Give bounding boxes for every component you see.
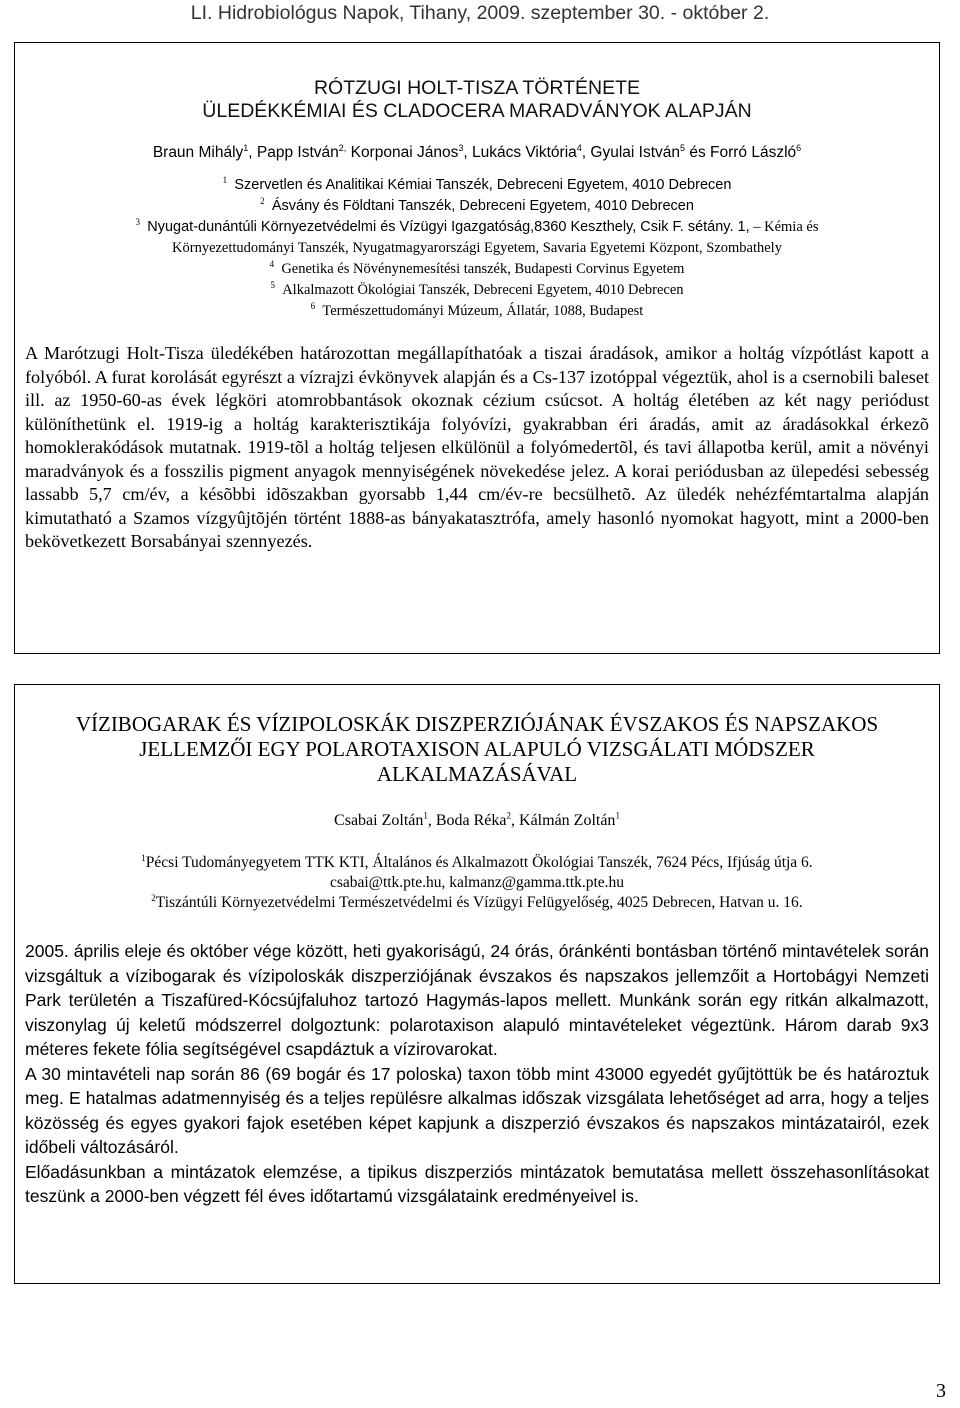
running-header: LI. Hidrobiológus Napok, Tihany, 2009. szeptember 30. - október 2. [190, 2, 770, 24]
abstract-box-1 [14, 42, 940, 654]
paper2-abstract [25, 939, 929, 1209]
paragraph: A 30 mintavételi nap során 86 (69 bogár és 17 poloska) taxon több mint 43000 egyedét gyűjtöttük be és határoztuk meg. E hatalmas adatmennyiség és a teljes repülésre alkalmas időszak vizsgálata lehetőséget ad arra, hogy a teljes közösség és egyes gyakori fajok esetében képet kapjunk a diszperzió évszakos és napszakos mintázatairól, ezek időbeli változásáról. [25, 1063, 929, 1157]
paper2-affiliations [15, 853, 939, 913]
paragraph: 2005. április eleje és október vége között, heti gyakoriságú, 24 órás, óránkénti bontásban történő mintavételek során vizsgáltuk a vízibogarak és vízipoloskák diszperziójának évszakos és napszakos jellemzőit a Hortobágyi Nemzeti Park területén a Tiszafüred-Kócsújfaluhoz tartozó Hagymás-lapos mellett. Munkánk során egy ritkán alkalmazott, viszonylag új keletű módszerrel dolgoztunk: polarotaxison alapuló mintavételeket végeztünk. Három darab 9x3 méteres fekete fólia segítségével csapdáztuk a vízirovarokat. [25, 941, 929, 1059]
paper1-abstract: A Marótzugi Holt-Tisza üledékében határozottan megállapíthatóak a tiszai áradások, amikor a holtág vízpótlást kapott a folyóból. A furat korolását egyrészt a vízrajzi évkönyvek alapján és a Cs-137 izotóppal végeztük, ahol is a csernobili baleset ill. az 1950-60-as évek légköri atomrobbantások okoznak cézium csúcsot. A holtág életében az két nagy periódust különíthetünk el. 1919-ig a holtág karakterisztikája folyóvízi, gyakrabban éri áradás, amit az áradásokkal érkezõ homoklerakódások mutatnak. 1919-tõl a holtág teljesen elkülönül a folyómedertõl, és tavi állapotba kerül, amit a növényi maradványok és a fosszilis pigment anyagok mennyiségének növekedése jelez. A korai periódusban az ülepedési sebesség lassabb 5,7 cm/év, a késõbbi idõszakban gyorsabb 1,44 cm/év-re becsülhetõ. Az üledék nehézfémtartalma alapján kimutatható a Szamos vízgyûjtõjén történt 1888-as bányakatasztrófa, amely hasonló nyomokat hagyott, mint a 2000-ben bekövetkezett Borsabányai szennyezés. [25, 343, 929, 551]
paper2-title-line3: ALKALMAZÁSÁVAL [376, 762, 578, 786]
affiliation-1: $^1$Pécsi Tudományegyetem TTK KTI, Általános és Alkalmazott Ökológiai Tanszék, 7624 Pécs, Ifjúság útja 6. [141, 852, 813, 871]
author-emails: csabai@ttk.pte.hu, kalmanz@gamma.ttk.pte.hu [329, 874, 625, 891]
affiliation-6: $^6$ Természettudományi Múzeum, Állatár, 1088, Budapest [310, 301, 644, 319]
paper2-title-line1: VÍZIBOGARAK ÉS VÍZIPOLOSKÁK DISZPERZIÓJÁNAK ÉVSZAKOS ÉS NAPSZAKOS [75, 712, 879, 736]
paragraph: Előadásunkban a mintázatok elemzése, a tipikus diszperziós mintázatok bemutatása mellett összehasonlításokat teszünk a 2000-ben végzett fél éves időtartamú vizsgálataink eredményeivel is. [25, 1161, 929, 1206]
affiliation-4: $^4$ Genetika és Növénynemesítési tanszék, Budapesti Corvinus Egyetem [269, 259, 685, 277]
paper2-authors: Csabai Zoltán$^1$, Boda Réka$^2$, Kálmán Zoltán$^1$ [334, 810, 620, 829]
affiliation-2: $^2$ Ásvány és Földtani Tanszék, Debreceni Egyetem, 4010 Debrecen [260, 196, 694, 214]
affiliation-3-continued: Környezettudományi Tanszék, Nyugatmagyarországi Egyetem, Savaria Egyetemi Központ, Szombathely [172, 240, 782, 256]
paper1-affiliations [15, 175, 939, 322]
abstract-box-2 [14, 684, 940, 1284]
paper2-title-line2: JELLEMZŐI EGY POLAROTAXISON ALAPULÓ VIZSGÁLATI MÓDSZER [139, 737, 815, 761]
affiliation-3: $^3$ Nyugat-dunántúli Környezetvédelmi és Vízügyi Igazgatóság,8360 Keszthely, Csik F. sétány. 1, – Kémia és [135, 217, 819, 235]
paper1-title-line1: RÓTZUGI HOLT-TISZA TÖRTÉNETE [313, 77, 641, 99]
paper1-authors: Braun Mihály$^1$, Papp István$^{2,}$ Korponai János$^3$, Lukács Viktória$^4$, Gyulai István$^5$ és Forró László$^6$ [152, 142, 802, 161]
affiliation-2: $^2$Tiszántúli Környezetvédelmi Természetvédelmi és Vízügyi Felügyelőség, 4025 Debrecen, Hatvan u. 16. [151, 892, 803, 911]
affiliation-1: $^1$ Szervetlen és Analitikai Kémiai Tanszék, Debreceni Egyetem, 4010 Debrecen [222, 175, 732, 193]
page-number: 3 [936, 1380, 946, 1402]
affiliation-5: $^5$ Alkalmazott Ökológiai Tanszék, Debreceni Egyetem, 4010 Debrecen [270, 280, 684, 298]
paper1-title-line2: ÜLEDÉKKÉMIAI ÉS CLADOCERA MARADVÁNYOK ALAPJÁN [202, 100, 752, 122]
